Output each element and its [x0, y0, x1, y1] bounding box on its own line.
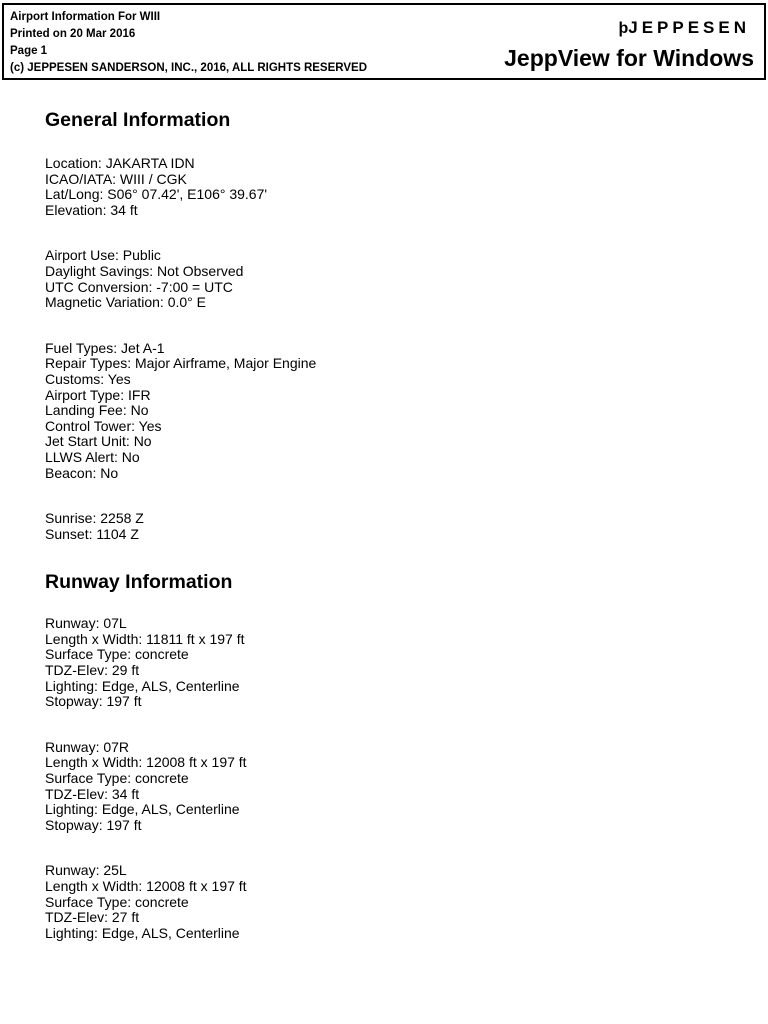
runway-line: TDZ-Elev: 34 ft — [45, 785, 140, 802]
runway-line: Lighting: Edge, ALS, Centerline — [45, 677, 240, 694]
general-line: Beacon: No — [45, 464, 119, 481]
header-info — [10, 9, 367, 77]
runway-line: Surface Type: concrete — [45, 893, 189, 910]
general-line: Fuel Types: Jet A-1 — [45, 339, 165, 356]
general-line: Sunrise: 2258 Z — [45, 510, 144, 527]
runway-line: TDZ-Elev: 27 ft — [45, 909, 140, 926]
general-line: Lat/Long: S06° 07.42', E106° 39.67' — [45, 186, 268, 203]
general-line: UTC Conversion: -7:00 = UTC — [45, 278, 233, 295]
runway-group — [45, 616, 745, 710]
runway-group — [45, 863, 745, 941]
general-group — [45, 248, 745, 310]
general-group — [45, 156, 745, 218]
general-line: Elevation: 34 ft — [45, 201, 138, 218]
runway-line: Lighting: Edge, ALS, Centerline — [45, 924, 240, 941]
general-info-heading: General Information — [45, 109, 231, 131]
general-line: ICAO/IATA: WIII / CGK — [45, 170, 187, 187]
general-line: Jet Start Unit: No — [45, 433, 152, 450]
general-line: Control Tower: Yes — [45, 417, 162, 434]
general-line: Customs: Yes — [45, 370, 131, 387]
header-copyright-line: (c) JEPPESEN SANDERSON, INC., 2016, ALL RIGHTS RESERVED — [10, 62, 368, 74]
runway-line: TDZ-Elev: 29 ft — [45, 662, 140, 679]
runway-line: Surface Type: concrete — [45, 646, 189, 663]
runway-line: Runway: 07L — [45, 615, 127, 632]
runway-line: Length x Width: 12008 ft x 197 ft — [45, 878, 247, 894]
runway-line: Lighting: Edge, ALS, Centerline — [45, 801, 240, 818]
general-line: Landing Fee: No — [45, 402, 149, 419]
runway-group — [45, 740, 745, 834]
page-header — [2, 3, 766, 80]
runway-info-list — [45, 616, 745, 941]
general-line: Airport Use: Public — [45, 247, 161, 264]
general-line: Repair Types: Major Airframe, Major Engine — [45, 355, 317, 372]
jeppesen-logo-icon: þ — [618, 20, 629, 37]
general-section-header — [45, 108, 745, 156]
runway-line: Length x Width: 12008 ft x 197 ft — [45, 754, 247, 771]
general-group — [45, 341, 745, 481]
runway-line: Length x Width: 11811 ft x 197 ft — [45, 630, 245, 647]
header-page-line: Page 1 — [10, 45, 48, 57]
general-line: Location: JAKARTA IDN — [45, 155, 195, 171]
runway-line: Runway: 25L — [45, 862, 127, 879]
general-line: Magnetic Variation: 0.0° E — [45, 294, 206, 311]
runway-line: Surface Type: concrete — [45, 770, 189, 787]
general-line: LLWS Alert: No — [45, 448, 140, 465]
runway-section-header — [45, 570, 745, 616]
header-title-line: Airport Information For WIII — [10, 11, 161, 23]
general-line: Sunset: 1104 Z — [45, 525, 139, 542]
brand-name: JEPPESEN — [628, 18, 750, 37]
document-body — [45, 108, 745, 941]
runway-line: Runway: 07R — [45, 738, 130, 755]
general-line: Daylight Savings: Not Observed — [45, 262, 244, 279]
product-name: JeppView for Windows — [504, 45, 754, 71]
general-line: Airport Type: IFR — [45, 386, 151, 403]
jeppesen-logo — [618, 18, 750, 38]
general-info-list — [45, 156, 745, 542]
runway-info-heading: Runway Information — [45, 571, 233, 594]
header-printed-line: Printed on 20 Mar 2016 — [10, 28, 136, 40]
general-group — [45, 511, 745, 542]
runway-line: Stopway: 197 ft — [45, 693, 142, 710]
runway-line: Stopway: 197 ft — [45, 816, 142, 833]
